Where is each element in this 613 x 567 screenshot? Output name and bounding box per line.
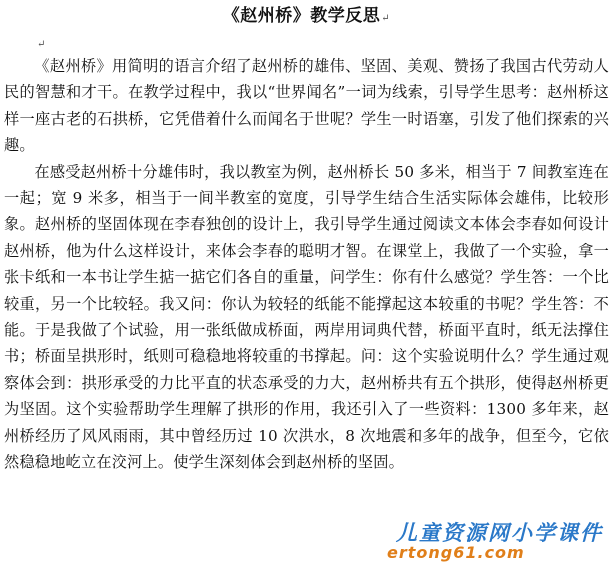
watermark-url: ertong61.com [387, 543, 525, 562]
body-paragraph-1: 《赵州桥》用简明的语言介绍了赵州桥的雄伟、坚固、美观、赞扬了我国古代劳动人民的智慧和才干。在教学过程中，我以“世界闻名”一词为线索，引导学生思考：赵州桥这样一座古老的石拱桥，它凭借着什么而闻名于世呢？学生一时语塞，引发了他们探索的兴趣。 [4, 57, 609, 155]
paragraph-mark-icon: ↵ [37, 39, 46, 50]
document-title [4, 4, 609, 31]
watermark-site-name: 儿童资源网小学课件 [396, 521, 603, 545]
document-title-text: 《赵州桥》教学反思 [222, 6, 381, 26]
paragraph-mark-icon: ↵ [381, 13, 391, 24]
body-paragraph-2: 在感受赵州桥十分雄伟时，我以教室为例，赵州桥长 50 多米，相当于 7 间教室连在一起；宽 9 米多，相当于一间半教室的宽度，引导学生结合生活实际体会雄伟，比较形象。赵州桥的坚固体现在李春独创的设计上，我引导学生通过阅读文本体会李春如何设计赵州桥，他为什么这样设计，来体会李春的聪明才智。在课堂上，我做了一个实验，拿一张卡纸和一本书让学生掂一掂它们各自的重量，问学生：你有什么感觉？学生答：一个比较重，另一个比较轻。我又问：你认为较轻的纸能不能撑起这本较重的书呢？学生答：不能。于是我做了个试验，用一张纸做成桥面，两岸用词典代替，桥面平直时，纸无法撑住书；桥面呈拱形时，纸则可稳稳地将较重的书撑起。问：这个实验说明什么？学生通过观察体会到：拱形承受的力比平直的状态承受的力大，赵州桥共有五个拱形，使得赵州桥更为坚固。这个实验帮助学生理解了拱形的作用，我还引入了一些资料：1300 多年来，赵州桥经历了风风雨雨，其中曾经历过 10 次洪水，8 次地震和多年的战争，但至今，它依然稳稳地屹立在洨河上。使学生深刻体会到赵州桥的坚固。 [4, 162, 609, 472]
site-watermark [357, 517, 607, 563]
empty-paragraph [4, 31, 609, 53]
